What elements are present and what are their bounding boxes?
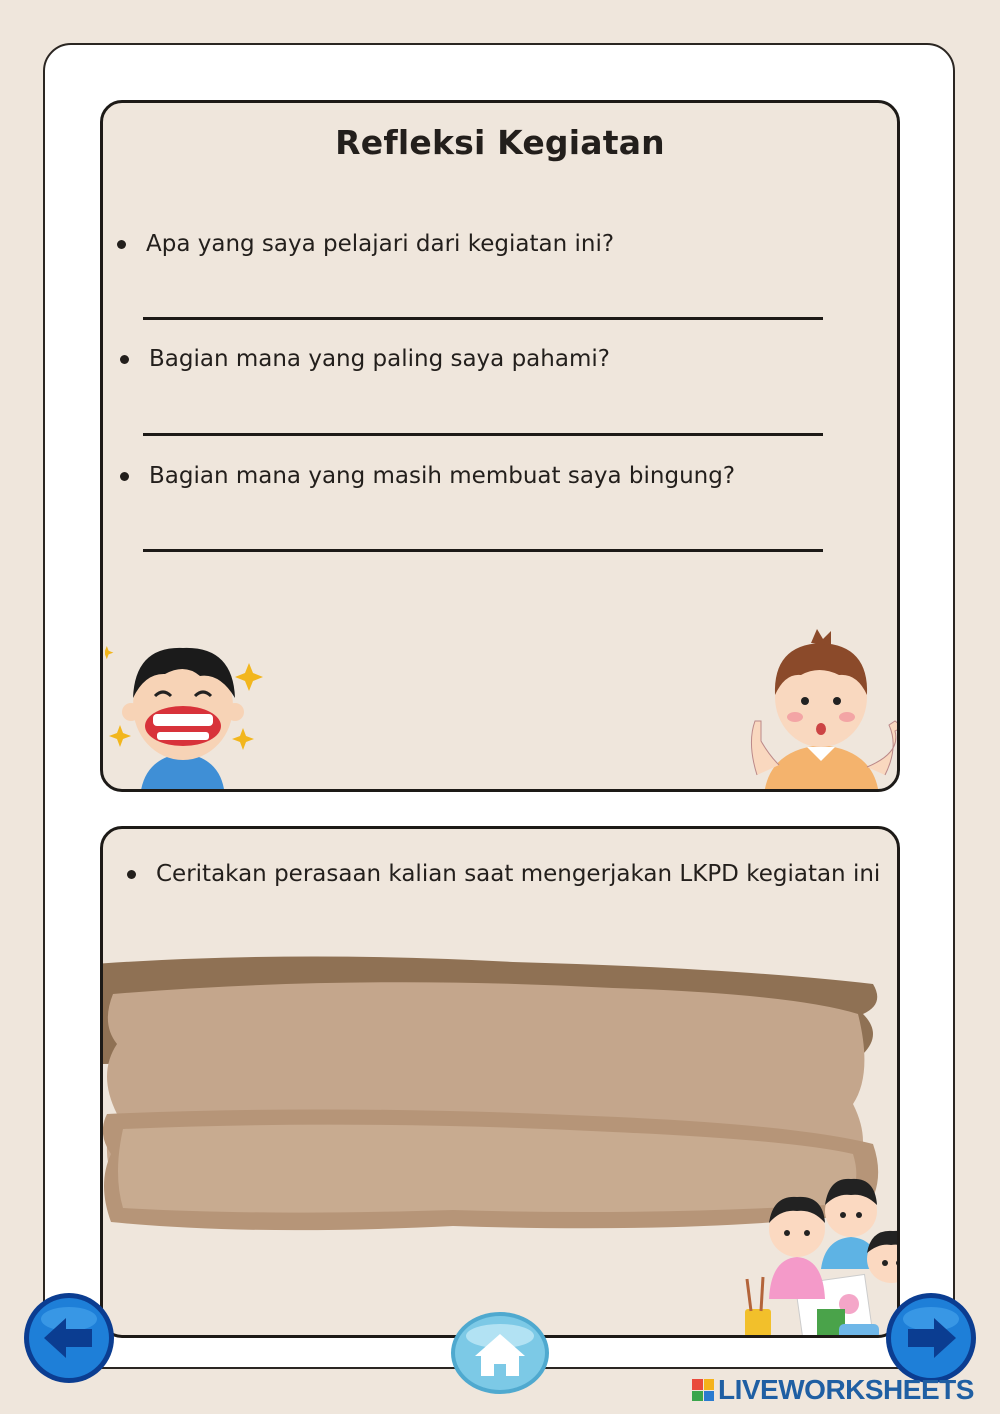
feelings-question-text: Ceritakan perasaan kalian saat mengerjakan LKPD kegiatan ini <box>156 861 881 887</box>
question-1-text: Apa yang saya pelajari dari kegiatan ini? <box>146 231 615 257</box>
brand-text: LIVEWORKSHEETS <box>718 1374 974 1405</box>
page-title: Refleksi Kegiatan <box>335 123 665 162</box>
reflection-card <box>100 100 900 792</box>
bullet-icon <box>120 472 129 481</box>
liveworksheets-logo[interactable] <box>692 1374 974 1406</box>
children-painting-illustration <box>739 1159 900 1338</box>
liveworksheets-logo-icon <box>692 1379 714 1401</box>
answer-line-1[interactable] <box>143 317 823 320</box>
bullet-icon <box>120 355 129 364</box>
thinking-boy-illustration <box>739 625 900 792</box>
bullet-icon <box>117 240 126 249</box>
home-button[interactable] <box>449 1310 551 1396</box>
question-1 <box>117 231 614 257</box>
feelings-question <box>127 857 893 891</box>
answer-line-2[interactable] <box>143 433 823 436</box>
question-3-text: Bagian mana yang masih membuat saya bingung? <box>149 463 736 489</box>
answer-line-3[interactable] <box>143 549 823 552</box>
question-2 <box>120 346 610 372</box>
next-button[interactable] <box>884 1291 978 1385</box>
bullet-icon <box>127 870 136 879</box>
question-2-text: Bagian mana yang paling saya pahami? <box>149 346 610 372</box>
question-3 <box>120 463 735 489</box>
happy-boy-illustration <box>105 628 265 792</box>
previous-button[interactable] <box>22 1291 116 1385</box>
feelings-card <box>100 826 900 1338</box>
